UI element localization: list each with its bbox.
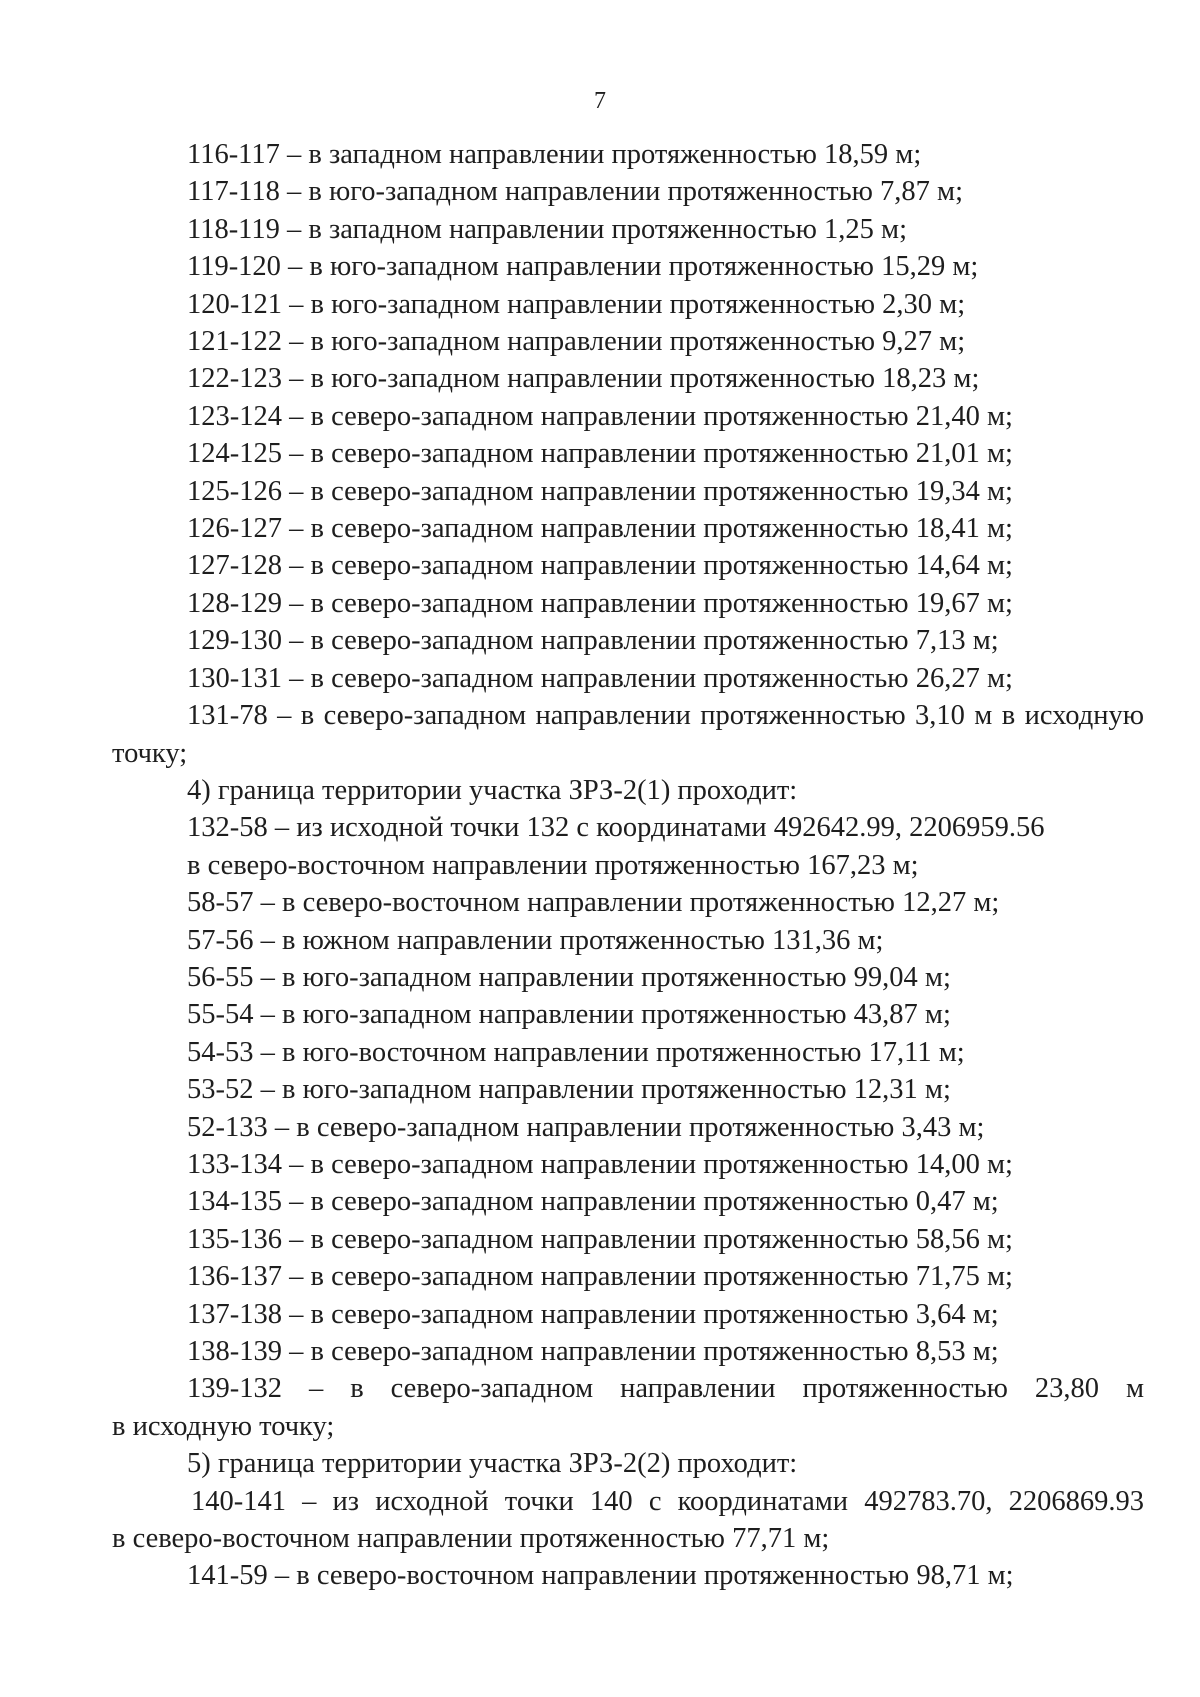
boundary-line: 140-141 – из исходной точки 140 с координатами 492783.70, 2206869.93 — [191, 1485, 1144, 1517]
boundary-line: 136-137 – в северо-западном направлении протяженностью 71,75 м; — [187, 1261, 1013, 1293]
boundary-line: 118-119 – в западном направлении протяженностью 1,25 м; — [187, 213, 907, 245]
boundary-line: 141-59 – в северо-восточном направлении протяженностью 98,71 м; — [187, 1560, 1014, 1592]
section-heading: 4) граница территории участка ЗРЗ-2(1) проходит: — [187, 774, 798, 806]
boundary-line: 58-57 – в северо-восточном направлении протяженностью 12,27 м; — [187, 887, 1000, 919]
boundary-line: 135-136 – в северо-западном направлении протяженностью 58,56 м; — [187, 1223, 1013, 1255]
section-heading: 5) граница территории участка ЗРЗ-2(2) проходит: — [187, 1448, 798, 1480]
boundary-line: 55-54 – в юго-западном направлении протяженностью 43,87 м; — [187, 999, 951, 1031]
boundary-line-continuation: в северо-восточном направлении протяженностью 167,23 м; — [187, 849, 919, 881]
boundary-line: 57-56 – в южном направлении протяженностью 131,36 м; — [187, 924, 884, 956]
boundary-line: 137-138 – в северо-западном направлении протяженностью 3,64 м; — [187, 1298, 999, 1330]
document-body — [112, 136, 1144, 1595]
boundary-line: 120-121 – в юго-западном направлении протяженностью 2,30 м; — [187, 288, 966, 320]
boundary-line: 128-129 – в северо-западном направлении протяженностью 19,67 м; — [187, 587, 1013, 619]
boundary-line-continuation: точку; — [112, 737, 188, 769]
boundary-line: 130-131 – в северо-западном направлении протяженностью 26,27 м; — [187, 662, 1013, 694]
boundary-line: 127-128 – в северо-западном направлении протяженностью 14,64 м; — [187, 550, 1013, 582]
boundary-line: 138-139 – в северо-западном направлении протяженностью 8,53 м; — [187, 1336, 999, 1367]
page-number: 7 — [594, 88, 606, 114]
boundary-line: 119-120 – в юго-западном направлении протяженностью 15,29 м; — [187, 251, 979, 283]
boundary-line: 134-135 – в северо-западном направлении протяженностью 0,47 м; — [187, 1186, 999, 1218]
boundary-line: 56-55 – в юго-западном направлении протяженностью 99,04 м; — [187, 961, 951, 993]
boundary-line: 126-127 – в северо-западном направлении протяженностью 18,41 м; — [187, 513, 1013, 545]
boundary-line: 139-132 – в северо-западном направлении протяженностью 23,80 м — [187, 1373, 1144, 1405]
boundary-line-continuation: в исходную точку; — [112, 1410, 335, 1442]
boundary-line: 116-117 – в западном направлении протяженностью 18,59 м; — [187, 139, 922, 170]
boundary-line: 131-78 – в северо-западном направлении протяженностью 3,10 м в исходную — [187, 700, 1144, 732]
boundary-line: 132-58 – из исходной точки 132 с координатами 492642.99, 2206959.56 — [187, 812, 1045, 844]
boundary-line: 117-118 – в юго-западном направлении протяженностью 7,87 м; — [187, 176, 963, 208]
boundary-line: 122-123 – в юго-западном направлении протяженностью 18,23 м; — [187, 363, 980, 395]
boundary-line: 53-52 – в юго-западном направлении протяженностью 12,31 м; — [187, 1074, 951, 1106]
boundary-line: 125-126 – в северо-западном направлении протяженностью 19,34 м; — [187, 475, 1013, 507]
boundary-line: 133-134 – в северо-западном направлении протяженностью 14,00 м; — [187, 1148, 1013, 1180]
boundary-line: 54-53 – в юго-восточном направлении протяженностью 17,11 м; — [187, 1036, 965, 1068]
boundary-line: 52-133 – в северо-западном направлении протяженностью 3,43 м; — [187, 1111, 985, 1143]
boundary-line: 121-122 – в юго-западном направлении протяженностью 9,27 м; — [187, 326, 966, 358]
boundary-line-continuation: в северо-восточном направлении протяженностью 77,71 м; — [112, 1523, 830, 1555]
boundary-line: 129-130 – в северо-западном направлении протяженностью 7,13 м; — [187, 625, 999, 657]
boundary-line: 123-124 – в северо-западном направлении протяженностью 21,40 м; — [187, 400, 1013, 432]
boundary-line: 124-125 – в северо-западном направлении протяженностью 21,01 м; — [187, 438, 1013, 470]
